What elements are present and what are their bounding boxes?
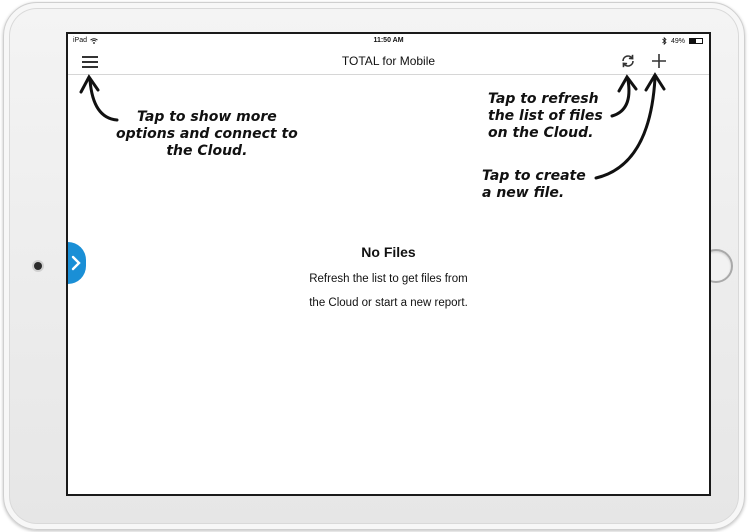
refresh-annotation-line-3: on the Cloud. [488,125,594,141]
front-camera [34,262,42,270]
menu-annotation [116,109,298,160]
nav-bar [68,48,709,75]
battery-level-fill [690,39,696,43]
menu-annotation-line-1: Tap to show more [137,109,277,125]
page-title: TOTAL for Mobile [341,54,436,68]
status-time: 11:50 AM [373,37,404,44]
device-label: iPad [73,37,88,44]
menu-annotation-line-2: options and connect to [116,126,298,142]
menu-annotation-line-3: the Cloud. [166,143,248,159]
app-screen [66,32,711,496]
create-annotation-line-2: a new file. [482,185,565,201]
create-annotation-line-1: Tap to create [482,168,586,184]
battery-icon [689,38,703,44]
battery-percent: 49% [670,37,685,45]
bluetooth-icon [662,37,667,45]
empty-state-line-1: Refresh the list to get files from [309,273,468,285]
refresh-annotation [488,91,603,142]
refresh-icon[interactable] [620,53,636,69]
empty-state-line-2: the Cloud or start a new report. [309,297,468,309]
empty-state-title: No Files [361,244,416,260]
refresh-annotation-line-2: the list of files [488,108,603,124]
refresh-annotation-line-1: Tap to refresh [488,91,599,107]
status-bar [68,34,709,48]
plus-icon[interactable] [650,52,668,70]
create-annotation [482,168,586,202]
empty-state [68,244,709,315]
